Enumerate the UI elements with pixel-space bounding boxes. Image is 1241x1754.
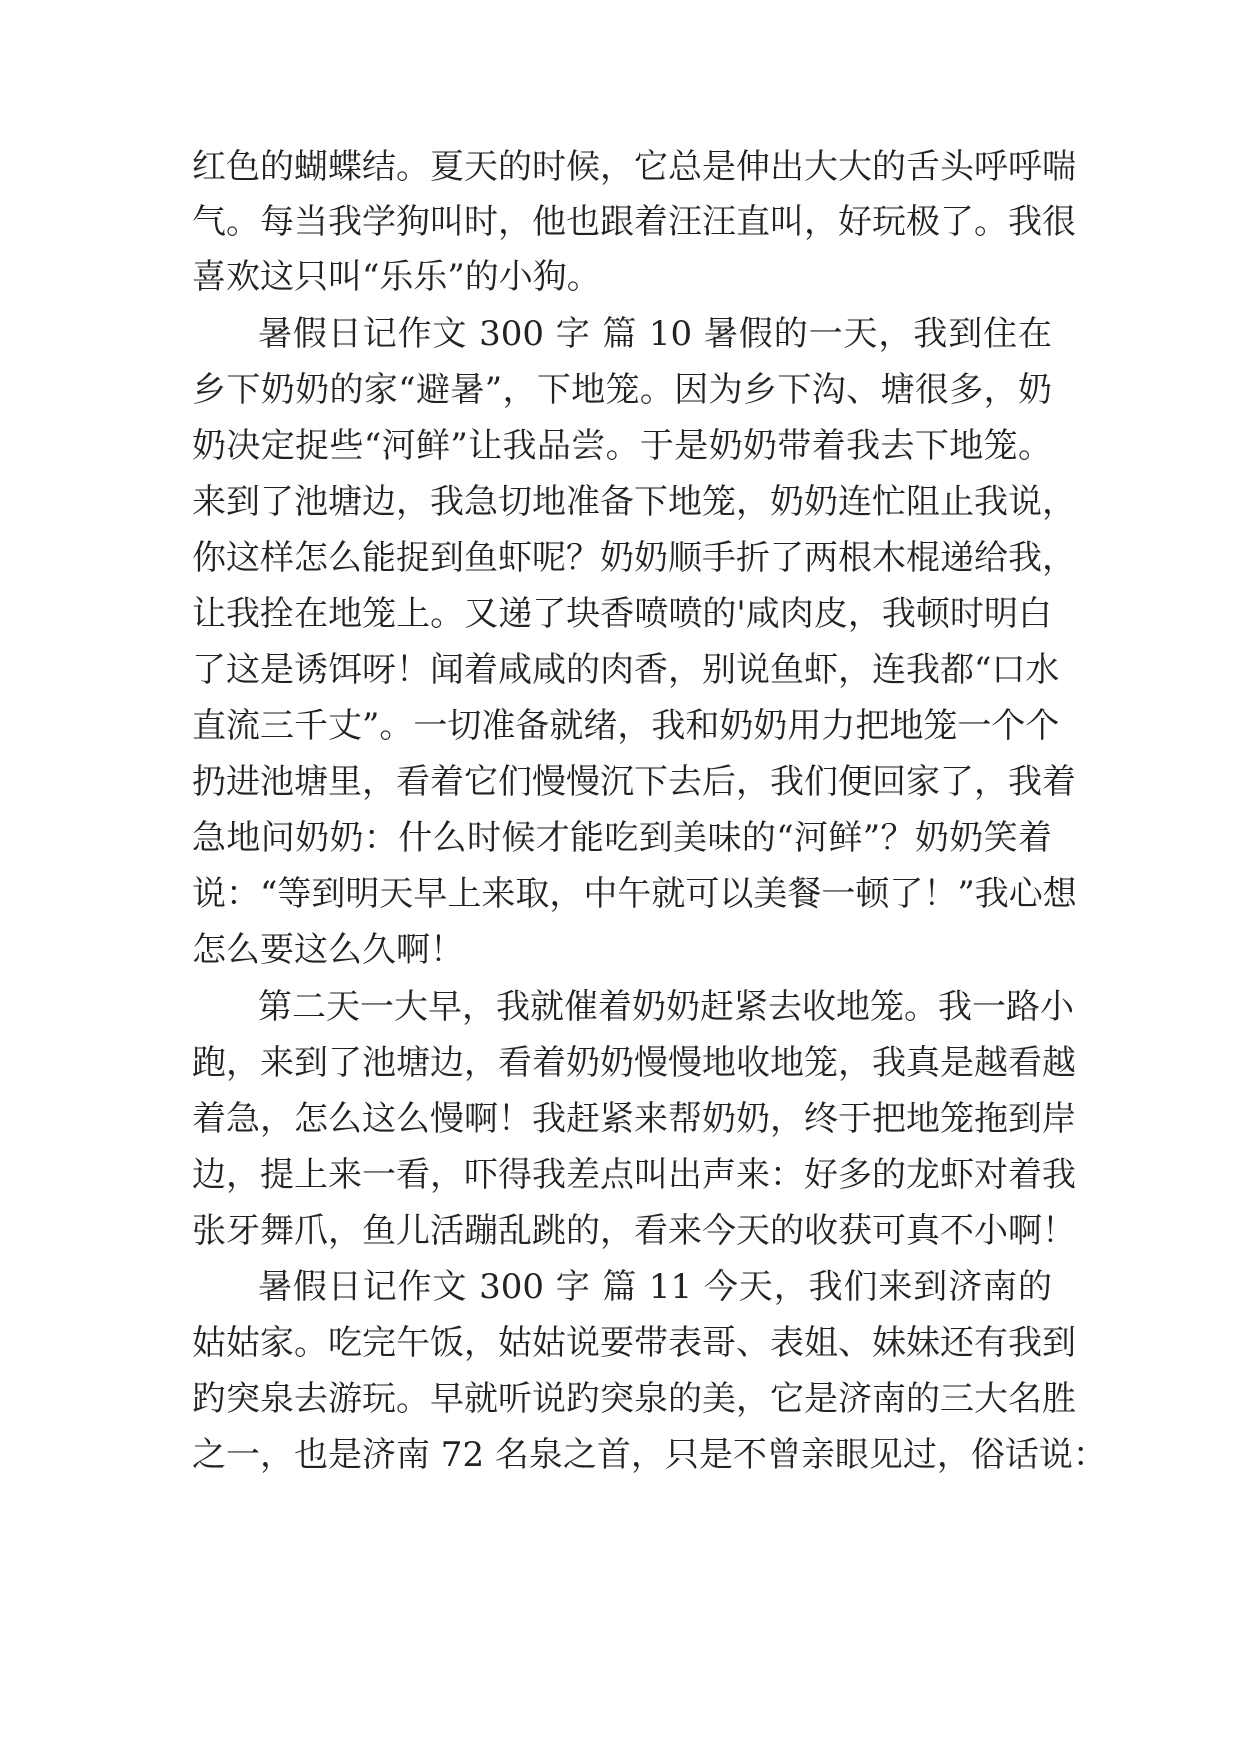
text-line: 之一，也是济南 72 名泉之首，只是不曾亲眼见过，俗话说： — [192, 1435, 1107, 1475]
text-line: 直流三千丈”。一切准备就绪，我和奶奶用力把地笼一个个 — [192, 706, 1060, 746]
text-line: 扔进池塘里，看着它们慢慢沉下去后，我们便回家了，我着 — [192, 762, 1076, 802]
text-line: 红色的蝴蝶结。夏天的时候，它总是伸出大大的舌头呼呼喘 — [192, 147, 1076, 187]
text-line: 跑，来到了池塘边，看着奶奶慢慢地收地笼，我真是越看越 — [192, 1043, 1076, 1083]
section-heading-line: 暑假日记作文 300 字 篇 11 今天，我们来到济南的 — [258, 1267, 1052, 1307]
text-line: 张牙舞爪，鱼儿活蹦乱跳的，看来今天的收获可真不小啊！ — [192, 1211, 1076, 1251]
text-line: 了这是诱饵呀！闻着咸咸的肉香，别说鱼虾，连我都“口水 — [192, 650, 1060, 690]
text-line: 趵突泉去游玩。早就听说趵突泉的美，它是济南的三大名胜 — [192, 1379, 1076, 1419]
text-line: 姑姑家。吃完午饭，姑姑说要带表哥、表姐、妹妹还有我到 — [192, 1323, 1076, 1363]
text-line: 让我拴在地笼上。又递了块香喷喷的'咸肉皮，我顿时明白 — [192, 594, 1052, 634]
text-line: 你这样怎么能捉到鱼虾呢？奶奶顺手折了两根木棍递给我， — [192, 538, 1076, 578]
text-line: 急地问奶奶：什么时候才能吃到美味的“河鲜”？奶奶笑着 — [192, 818, 1052, 858]
text-line: 奶决定捉些“河鲜”让我品尝。于是奶奶带着我去下地笼。 — [192, 426, 1052, 466]
text-line: 来到了池塘边，我急切地准备下地笼，奶奶连忙阻止我说， — [192, 482, 1076, 522]
text-line: 着急，怎么这么慢啊！我赶紧来帮奶奶，终于把地笼拖到岸 — [192, 1099, 1076, 1139]
text-line: 乡下奶奶的家“避暑”，下地笼。因为乡下沟、塘很多，奶 — [192, 370, 1052, 410]
text-line: 第二天一大早，我就催着奶奶赶紧去收地笼。我一路小 — [258, 987, 1074, 1027]
text-line: 说：“等到明天早上来取，中午就可以美餐一顿了！”我心想 — [192, 874, 1077, 914]
text-line: 边，提上来一看，吓得我差点叫出声来：好多的龙虾对着我 — [192, 1155, 1076, 1195]
text-line: 喜欢这只叫“乐乐”的小狗。 — [192, 257, 601, 297]
text-line: 气。每当我学狗叫时，他也跟着汪汪直叫，好玩极了。我很 — [192, 202, 1076, 242]
text-line: 怎么要这么久啊！ — [192, 930, 464, 970]
section-heading-line: 暑假日记作文 300 字 篇 10 暑假的一天，我到住在 — [258, 314, 1052, 354]
